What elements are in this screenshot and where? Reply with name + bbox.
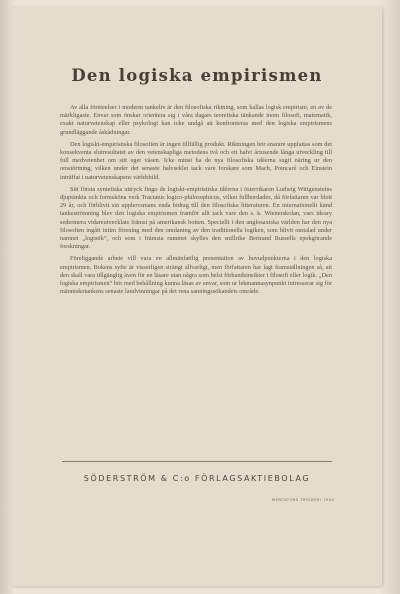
blurb-paragraph-4: Föreliggande arbete vill vara en allmänfattlig presentation av huvudpunkterna i den logiska empirismen. Bokens syfte är visserligen strängt allvarligt, men författaren har lagt framställningen så, att den skall vara tillgänglig även för en läsare utan några som helst förhandsinsikter i filosofi eller logik. „Den logiska empirismen“ bör med behållning kunna läsas av envar, som ur lekmannasynpunkt intresserar sig för människotankens senaste landvinningar på det rena sanningssökandets område. — [60, 255, 332, 296]
blurb-paragraph-3: Sitt första syntetiska uttryck fingo de logiskt-empiristiska idéerna i österrikaren Ludwig Wittgensteins djuptänkta och formsköna verk Tractatus logico-philosophicus, vilket fullbordades, då författaren var blott 29 år, och förblivit sin upphovsmans enda bidrag till den filosofiska litteraturen. En internationellt känd tankeströmning blev den logiska empirismen framför allt tack vare den s. k. Wienerskolan, vars ideary sedermera vidareutvecklats främst på amerikansk botten. Speciellt i den anglosaxiska världen har den nya filosofien ingått intim förening med den omdaning av den traditionella logiken, som blivit omtalad under namnet „logistik“, och som i främsta rummet skylles den snillrike Bertrand Russells epokgörande forskningar. — [60, 185, 332, 251]
divider-rule — [62, 461, 332, 462]
cover-title: Den logiska empirismen — [71, 66, 323, 85]
publisher-name: SÖDERSTRÖM & C:o FÖRLAGSAKTIEBOLAG — [83, 474, 311, 483]
scan-edge-right — [380, 0, 400, 594]
blurb-paragraph-1: Av alla företeelser i modernt tankeliv är den filosofiska riktning, som kallas logisk empirism, en av de märkligaste. Envar som önskar orientera sig i våra dagars teoretiska tänkande inom filosofi, matematik, exakt naturvetenskap eller psykologi kan icke undgå att konfronteras med den logiska empirismens grundläggande åskådningar. — [60, 104, 332, 136]
cover-blurb — [60, 104, 332, 300]
blurb-paragraph-2: Den logiskt-empiristiska filosofien är ingen tillfällig produkt. Riktningen bör snarare uppfattas som det konsekventa slutresultatet av den vetenskapliga metodens två och ett halvt årtusende långa utveckling till full medvetenhet om sitt eget väsen. Icke minst ha de nya filosofiska idéerna sugit näring ur den omstörtning, vilken under det senaste halvseklet tack vare forskare som Mach, Poincaré och Einstein inträffat i naturvetenskapens världsbild. — [60, 140, 332, 181]
printer-imprint: MERCATORS TRYCKERI 1944 — [272, 498, 335, 502]
